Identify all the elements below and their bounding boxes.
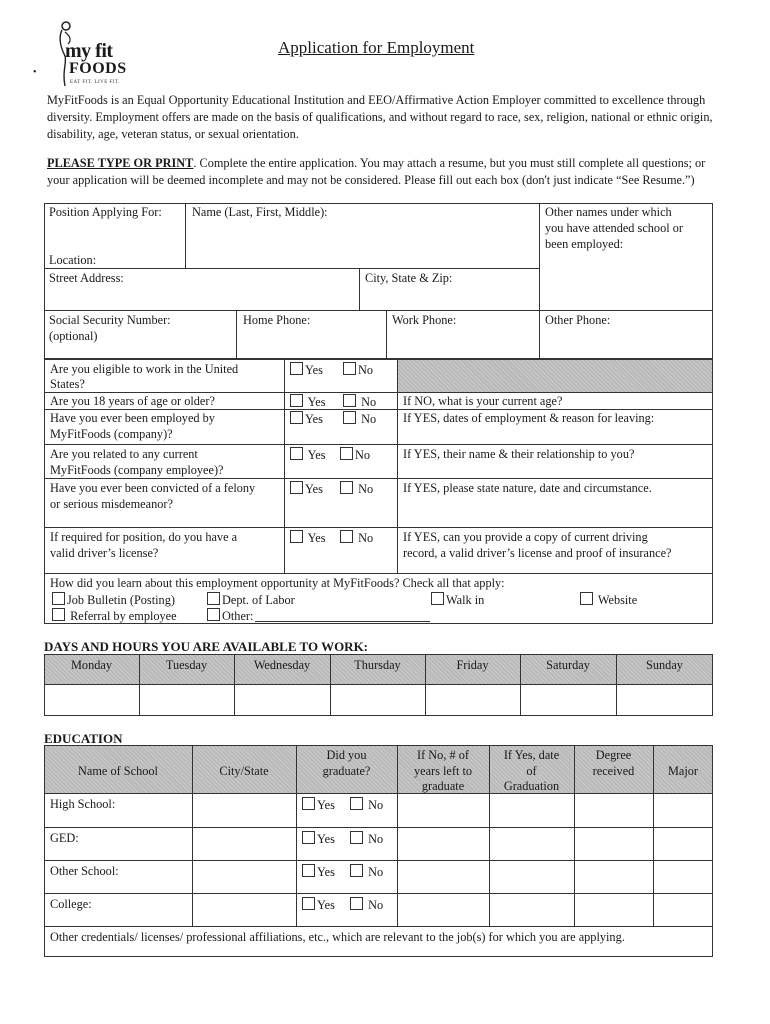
yes-label: Yes bbox=[307, 395, 326, 409]
checkbox[interactable] bbox=[302, 864, 315, 877]
position-field[interactable]: Position Applying For: bbox=[49, 205, 162, 219]
checkbox[interactable] bbox=[431, 592, 444, 605]
checkbox[interactable] bbox=[580, 592, 593, 605]
source-referral[interactable] bbox=[52, 608, 177, 625]
source-other[interactable] bbox=[207, 608, 253, 625]
checkbox[interactable] bbox=[343, 411, 356, 424]
yes-label: Yes bbox=[305, 412, 323, 426]
no-label: No bbox=[368, 898, 384, 912]
yes-label: Yes bbox=[307, 448, 326, 462]
hours-thursday-input[interactable] bbox=[331, 685, 425, 715]
checkbox[interactable] bbox=[290, 530, 303, 543]
col-years-left-2: years left to bbox=[413, 764, 473, 778]
q-age-followup[interactable]: If NO, what is your current age? bbox=[403, 394, 563, 408]
hours-wednesday-input[interactable] bbox=[235, 685, 330, 715]
col-degree-1: Degree bbox=[595, 748, 632, 762]
source-label: Referral by employee bbox=[70, 609, 177, 623]
no-label: No bbox=[358, 531, 374, 545]
checkbox[interactable] bbox=[52, 592, 65, 605]
checkbox[interactable] bbox=[350, 831, 363, 844]
name-field[interactable]: Name (Last, First, Middle): bbox=[192, 205, 328, 219]
q-felony-followup[interactable]: If YES, please state nature, date and circumstance. bbox=[403, 481, 652, 495]
checkbox[interactable] bbox=[302, 797, 315, 810]
location-field[interactable]: Location: bbox=[49, 253, 97, 267]
col-graduated-2: graduate? bbox=[322, 764, 371, 778]
col-grad-date-3: Graduation bbox=[503, 779, 560, 793]
street-address-field[interactable]: Street Address: bbox=[49, 271, 124, 285]
no-label: No bbox=[368, 798, 384, 812]
checkbox[interactable] bbox=[350, 864, 363, 877]
q-employed-label-1: Have you ever been employed by bbox=[50, 411, 215, 425]
no-label: No bbox=[361, 412, 377, 426]
company-logo bbox=[52, 20, 142, 90]
instructions bbox=[47, 155, 727, 189]
checkbox[interactable] bbox=[207, 592, 220, 605]
source-walk-in[interactable] bbox=[431, 592, 484, 609]
referral-question: How did you learn about this employment opportunity at MyFitFoods? Check all that apply: bbox=[50, 576, 505, 590]
other-names-label-2: you have attended school or bbox=[545, 221, 683, 235]
q-age-label: Are you 18 years of age or older? bbox=[50, 394, 215, 408]
eeo-statement: MyFitFoods is an Equal Opportunity Educational Institution and EEO/Affirmative Action Employer committed to excellence through diversity. Employment offers are made on the basis of qualifications, and without regard to race, sex, religion, national or ethnic origin, disability, age, veteran status, or sexual orientation. bbox=[47, 93, 713, 141]
q-related-no[interactable] bbox=[340, 447, 370, 464]
logo-text-myfit: my fit bbox=[65, 40, 113, 62]
other-phone-field[interactable]: Other Phone: bbox=[545, 313, 611, 327]
q-felony-label-2: or serious misdemeanor? bbox=[50, 497, 173, 511]
col-graduated-1: Did you bbox=[326, 748, 367, 762]
day-friday: Friday bbox=[456, 658, 489, 672]
day-monday: Monday bbox=[71, 658, 112, 672]
yes-label: Yes bbox=[305, 363, 323, 377]
q-eligible-label-2: States? bbox=[50, 377, 85, 391]
ssn-field[interactable]: Social Security Number: bbox=[49, 313, 171, 327]
checkbox[interactable] bbox=[290, 362, 303, 375]
edu-other-school-no[interactable] bbox=[350, 864, 383, 881]
instructions-lead: PLEASE TYPE OR PRINT bbox=[47, 156, 194, 170]
q-license-no[interactable] bbox=[340, 530, 373, 547]
no-label: No bbox=[358, 363, 374, 377]
q-eligible-label-1: Are you eligible to work in the United bbox=[50, 362, 239, 376]
source-label: Job Bulletin (Posting) bbox=[67, 593, 175, 607]
checkbox[interactable] bbox=[207, 608, 220, 621]
home-phone-field[interactable]: Home Phone: bbox=[243, 313, 311, 327]
checkbox[interactable] bbox=[302, 897, 315, 910]
hours-monday-input[interactable] bbox=[45, 685, 139, 715]
yes-label: Yes bbox=[317, 898, 335, 912]
edu-ged-no[interactable] bbox=[350, 831, 383, 848]
edu-college-no[interactable] bbox=[350, 897, 383, 914]
bullet-mark: • bbox=[33, 67, 37, 78]
page-title: Application for Employment bbox=[278, 38, 475, 57]
education-heading: EDUCATION bbox=[44, 731, 123, 746]
no-label: No bbox=[368, 832, 384, 846]
checkbox[interactable] bbox=[340, 481, 353, 494]
day-thursday: Thursday bbox=[354, 658, 401, 672]
yes-label: Yes bbox=[317, 798, 335, 812]
q-eligible-no[interactable] bbox=[343, 362, 373, 379]
source-label: Website bbox=[597, 593, 638, 607]
edu-row-other-school: Other School: bbox=[50, 864, 119, 878]
q-employed-no[interactable] bbox=[343, 411, 376, 428]
checkbox[interactable] bbox=[52, 608, 65, 621]
no-label: No bbox=[368, 865, 384, 879]
edu-high-school-no[interactable] bbox=[350, 797, 383, 814]
checkbox[interactable] bbox=[290, 394, 303, 407]
edu-college-yes[interactable] bbox=[302, 897, 335, 914]
checkbox[interactable] bbox=[290, 411, 303, 424]
source-label: Walk in bbox=[446, 593, 485, 607]
checkbox[interactable] bbox=[340, 447, 353, 460]
col-grad-date-1: If Yes, date bbox=[503, 748, 560, 762]
edu-row-high-school: High School: bbox=[50, 797, 116, 811]
source-dept-labor[interactable] bbox=[207, 592, 295, 609]
availability-heading: DAYS AND HOURS YOU ARE AVAILABLE TO WORK: bbox=[44, 639, 369, 654]
q-license-label-1: If required for position, do you have a bbox=[50, 530, 238, 544]
day-wednesday: Wednesday bbox=[253, 658, 311, 672]
q-felony-label-1: Have you ever been convicted of a felony bbox=[50, 481, 256, 495]
col-city-state: City/State bbox=[219, 764, 269, 778]
col-major: Major bbox=[667, 764, 699, 778]
yes-label: Yes bbox=[307, 531, 326, 545]
col-grad-date-2: of bbox=[526, 764, 537, 778]
q-license-label-2: valid driver’s license? bbox=[50, 546, 159, 560]
col-years-left-1: If No, # of bbox=[417, 748, 469, 762]
q-related-label-2: MyFitFoods (company employee)? bbox=[50, 463, 224, 477]
shaded-cell bbox=[397, 360, 712, 392]
checkbox[interactable] bbox=[290, 447, 303, 460]
ssn-optional-label: (optional) bbox=[49, 329, 98, 343]
day-saturday: Saturday bbox=[546, 658, 590, 672]
logo-text-foods: FOODS bbox=[69, 60, 127, 77]
checkbox[interactable] bbox=[343, 394, 356, 407]
q-age-no[interactable] bbox=[343, 394, 376, 411]
edu-high-school-yes[interactable] bbox=[302, 797, 335, 814]
q-eligible-yes[interactable] bbox=[290, 362, 323, 379]
source-label: Dept. of Labor bbox=[222, 593, 295, 607]
checkbox[interactable] bbox=[350, 797, 363, 810]
no-label: No bbox=[358, 482, 374, 496]
no-label: No bbox=[355, 448, 371, 462]
col-degree-2: received bbox=[592, 764, 635, 778]
checkbox[interactable] bbox=[343, 362, 356, 375]
q-felony-no[interactable] bbox=[340, 481, 373, 498]
q-employed-followup[interactable]: If YES, dates of employment & reason for leaving: bbox=[403, 411, 655, 425]
other-credentials-field[interactable]: Other credentials/ licenses/ professional affiliations, etc., which are relevant to the job(s) for which you are applying. bbox=[50, 930, 625, 944]
no-label: No bbox=[361, 395, 377, 409]
instructions-text: . Complete the entire application. You may attach a resume, but you must still complete all questions; or your application will be deemed incomplete and may not be considered. Please fill out each box (don't just indicate “See Resume.”) bbox=[47, 156, 706, 187]
day-sunday: Sunday bbox=[646, 658, 683, 672]
checkbox[interactable] bbox=[350, 897, 363, 910]
source-website[interactable] bbox=[580, 592, 637, 609]
q-related-yes[interactable] bbox=[290, 447, 326, 464]
q-felony-yes[interactable] bbox=[290, 481, 323, 498]
other-names-field[interactable]: been employed: bbox=[545, 237, 624, 251]
hours-tuesday-input[interactable] bbox=[140, 685, 234, 715]
edu-row-ged: GED: bbox=[50, 831, 79, 845]
checkbox[interactable] bbox=[302, 831, 315, 844]
city-state-zip-field[interactable]: City, State & Zip: bbox=[365, 271, 453, 285]
edu-other-school-yes[interactable] bbox=[302, 864, 335, 881]
q-related-label-1: Are you related to any current bbox=[50, 447, 198, 461]
hours-friday-input[interactable] bbox=[426, 685, 520, 715]
yes-label: Yes bbox=[305, 482, 323, 496]
day-tuesday: Tuesday bbox=[165, 658, 208, 672]
q-license-followup-2: record, a valid driver’s license and proof of insurance? bbox=[403, 546, 672, 560]
yes-label: Yes bbox=[317, 865, 335, 879]
source-label: Other: bbox=[222, 609, 254, 623]
q-related-followup[interactable]: If YES, their name & their relationship to you? bbox=[403, 447, 635, 461]
yes-label: Yes bbox=[317, 832, 335, 846]
q-age-yes[interactable] bbox=[290, 394, 326, 411]
checkbox[interactable] bbox=[290, 481, 303, 494]
q-employed-yes[interactable] bbox=[290, 411, 323, 428]
work-phone-field[interactable]: Work Phone: bbox=[392, 313, 457, 327]
checkbox[interactable] bbox=[340, 530, 353, 543]
col-years-left-3: graduate bbox=[421, 779, 465, 793]
q-license-yes[interactable] bbox=[290, 530, 326, 547]
q-license-followup-1[interactable]: If YES, can you provide a copy of current driving bbox=[403, 530, 648, 544]
col-school-name: Name of School bbox=[78, 764, 158, 778]
edu-ged-yes[interactable] bbox=[302, 831, 335, 848]
q-employed-label-2: MyFitFoods (company)? bbox=[50, 427, 173, 441]
other-names-label-1: Other names under which bbox=[545, 205, 672, 219]
hours-sunday-input[interactable] bbox=[617, 685, 712, 715]
hours-saturday-input[interactable] bbox=[521, 685, 616, 715]
logo-tagline: EAT FIT. LIVE FIT. bbox=[70, 80, 120, 85]
source-job-bulletin[interactable] bbox=[52, 592, 175, 609]
edu-row-college: College: bbox=[50, 897, 92, 911]
